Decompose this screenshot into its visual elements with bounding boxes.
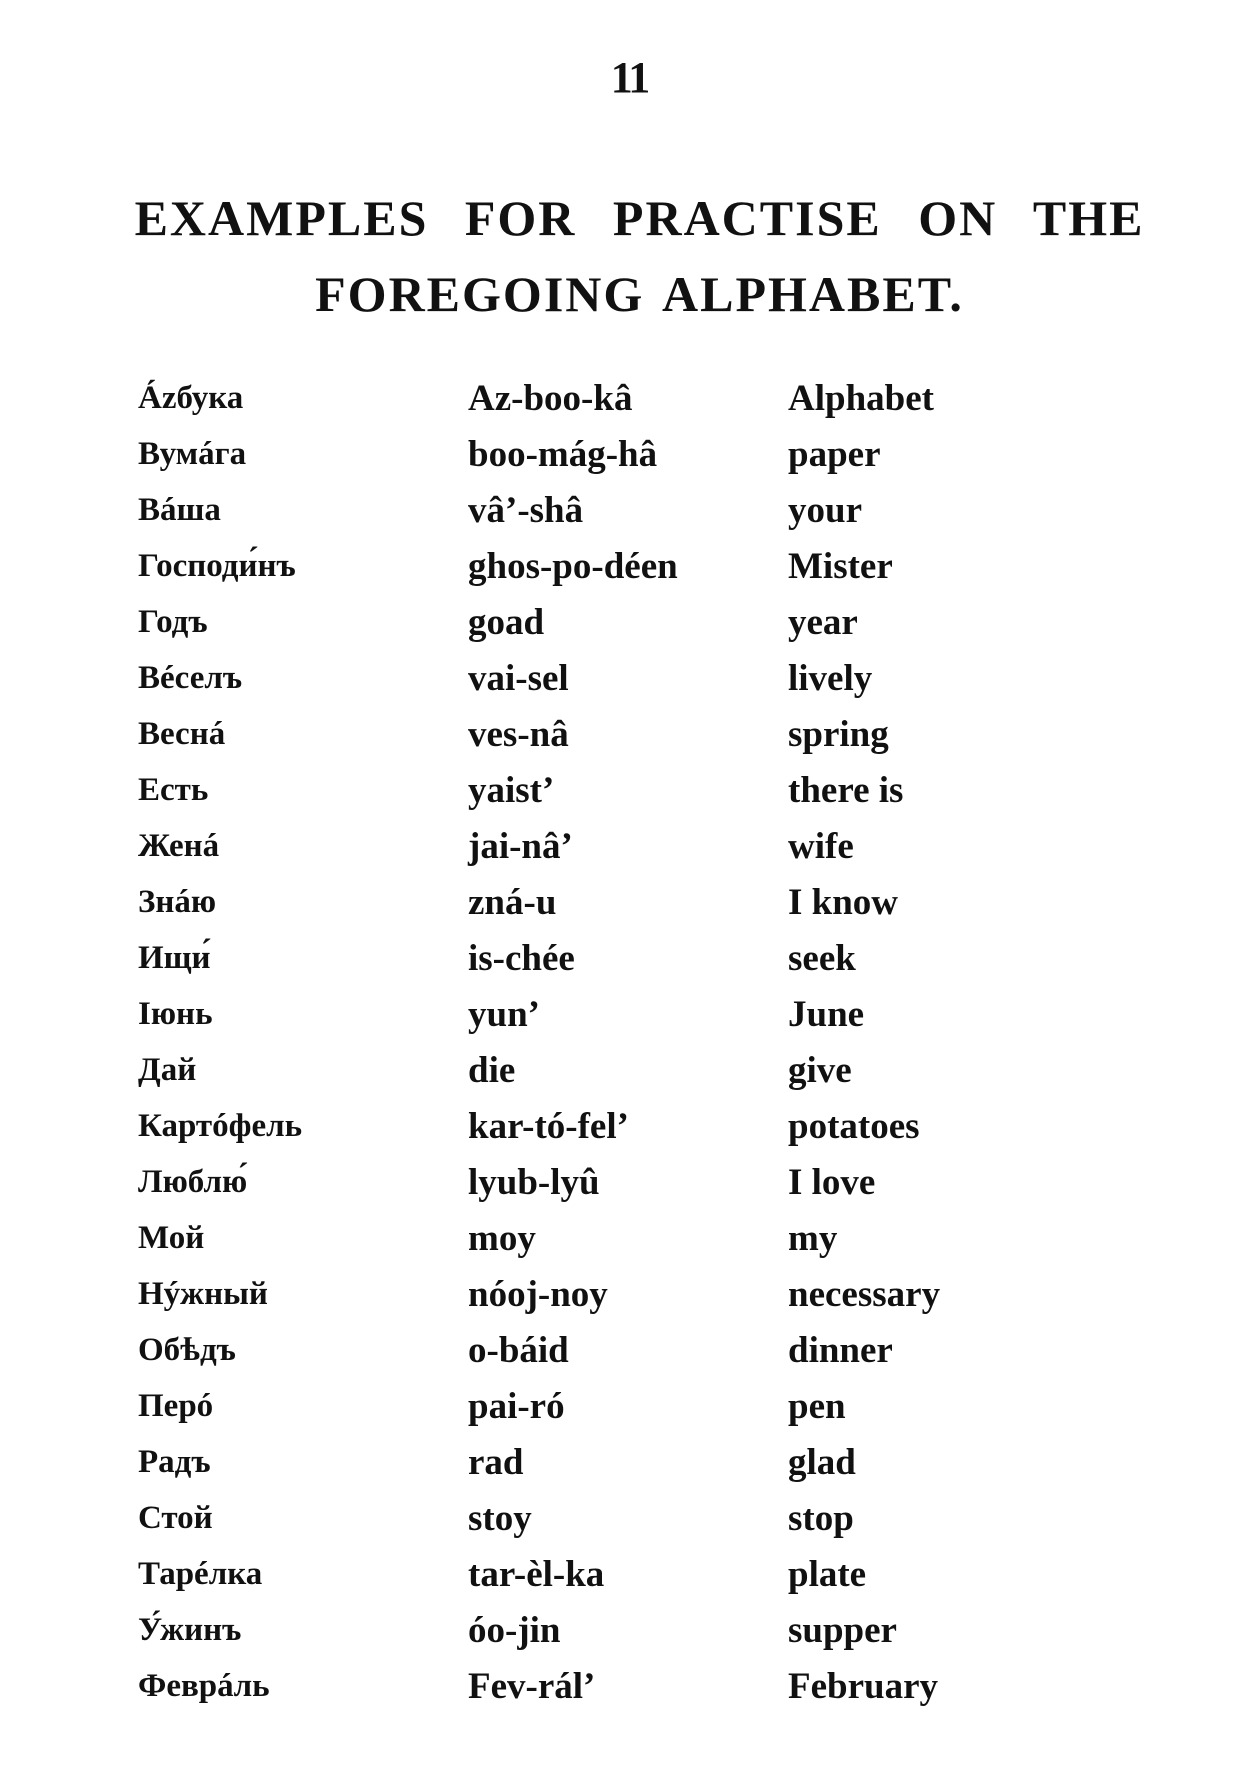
english-translation: my	[788, 1217, 838, 1259]
english-translation: give	[788, 1049, 852, 1091]
vocabulary-row	[138, 874, 1038, 930]
russian-word: Радъ	[138, 1443, 211, 1480]
russian-word: Феврáль	[138, 1667, 270, 1704]
english-translation: your	[788, 489, 862, 531]
english-translation: February	[788, 1665, 939, 1707]
pronunciation: óo-jin	[468, 1609, 561, 1651]
english-translation: I love	[788, 1161, 876, 1203]
vocabulary-row	[138, 1658, 1038, 1714]
vocabulary-row	[138, 1378, 1038, 1434]
pronunciation: jai-nâ’	[468, 825, 573, 867]
english-translation: glad	[788, 1441, 856, 1483]
russian-word: Картóфель	[138, 1107, 303, 1144]
russian-word: Ázбука	[138, 379, 244, 416]
pronunciation: zná-u	[468, 881, 557, 923]
english-translation: seek	[788, 937, 856, 979]
english-translation: Alphabet	[788, 377, 934, 419]
russian-word: Знáю	[138, 883, 217, 920]
pronunciation: stoy	[468, 1497, 532, 1539]
russian-word: Тарéлка	[138, 1555, 263, 1592]
english-translation: year	[788, 601, 858, 643]
russian-word: Вáша	[138, 491, 221, 528]
vocabulary-row	[138, 1210, 1038, 1266]
english-translation: wife	[788, 825, 854, 867]
english-translation: spring	[788, 713, 889, 755]
vocabulary-row	[138, 1546, 1038, 1602]
russian-word: Веснá	[138, 715, 226, 752]
pronunciation: pai-ró	[468, 1385, 565, 1427]
vocabulary-row	[138, 930, 1038, 986]
english-translation: stop	[788, 1497, 854, 1539]
vocabulary-row	[138, 426, 1038, 482]
english-translation: June	[788, 993, 865, 1035]
page-number: 11	[610, 53, 649, 102]
russian-word: Вéселъ	[138, 659, 243, 696]
vocabulary-row	[138, 986, 1038, 1042]
russian-word: Есть	[138, 771, 209, 808]
english-translation: necessary	[788, 1273, 941, 1315]
english-translation: dinner	[788, 1329, 893, 1371]
russian-word: У́жинъ	[138, 1611, 242, 1648]
vocabulary-table	[138, 370, 1038, 1714]
vocabulary-row	[138, 1490, 1038, 1546]
pronunciation: o-báid	[468, 1329, 569, 1371]
vocabulary-row	[138, 1322, 1038, 1378]
russian-word: Стой	[138, 1499, 213, 1536]
vocabulary-row	[138, 1602, 1038, 1658]
english-translation: potatoes	[788, 1105, 920, 1147]
english-translation: Mister	[788, 545, 893, 587]
vocabulary-row	[138, 482, 1038, 538]
russian-word: Вумáга	[138, 435, 247, 472]
english-translation: supper	[788, 1609, 897, 1651]
english-translation: lively	[788, 657, 873, 699]
pronunciation: boo-mág-hâ	[468, 433, 658, 475]
vocabulary-row	[138, 762, 1038, 818]
pronunciation: yun’	[468, 993, 540, 1035]
pronunciation: is-chée	[468, 937, 575, 979]
vocabulary-row	[138, 370, 1038, 426]
russian-word: Годъ	[138, 603, 208, 640]
vocabulary-row	[138, 650, 1038, 706]
pronunciation: Fev-rál’	[468, 1665, 596, 1707]
pronunciation: moy	[468, 1217, 536, 1259]
pronunciation: nóoj-noy	[468, 1273, 608, 1315]
english-translation: there is	[788, 769, 904, 811]
english-translation: I know	[788, 881, 899, 923]
english-translation: plate	[788, 1553, 867, 1595]
vocabulary-row	[138, 1266, 1038, 1322]
pronunciation: die	[468, 1049, 516, 1091]
english-translation: paper	[788, 433, 881, 475]
russian-word: Женá	[138, 827, 220, 864]
russian-word: Іюнь	[138, 995, 213, 1032]
russian-word: Ищи́	[138, 939, 211, 976]
vocabulary-row	[138, 1434, 1038, 1490]
title-line-2: FOREGOING ALPHABET.	[315, 266, 964, 322]
russian-word: Перó	[138, 1387, 214, 1424]
vocabulary-row	[138, 706, 1038, 762]
vocabulary-row	[138, 594, 1038, 650]
russian-word: Нýжный	[138, 1275, 268, 1312]
vocabulary-row	[138, 1154, 1038, 1210]
pronunciation: lyub-lyû	[468, 1161, 600, 1203]
russian-word: Господи́нъ	[138, 547, 296, 584]
pronunciation: ves-nâ	[468, 713, 569, 755]
russian-word: Мой	[138, 1219, 205, 1256]
pronunciation: tar-èl-ka	[468, 1553, 605, 1595]
pronunciation: yaist’	[468, 769, 555, 811]
pronunciation: Az-boo-kâ	[468, 377, 633, 419]
pronunciation: rad	[468, 1441, 524, 1483]
pronunciation: kar-tó-fel’	[468, 1105, 629, 1147]
pronunciation: ghos-po-déen	[468, 545, 678, 587]
vocabulary-row	[138, 538, 1038, 594]
page-title	[0, 180, 1259, 332]
vocabulary-table-body	[138, 370, 1038, 1714]
russian-word: Дай	[138, 1051, 197, 1088]
vocabulary-row	[138, 818, 1038, 874]
vocabulary-row	[138, 1098, 1038, 1154]
title-line-1: EXAMPLES FOR PRACTISE ON THE	[134, 190, 1145, 246]
vocabulary-row	[138, 1042, 1038, 1098]
russian-word: Люблю́	[138, 1163, 248, 1200]
russian-word: Обѣдъ	[138, 1331, 236, 1368]
pronunciation: vai-sel	[468, 657, 569, 699]
pronunciation: goad	[468, 601, 545, 643]
english-translation: pen	[788, 1385, 846, 1427]
pronunciation: vâ’-shâ	[468, 489, 584, 531]
